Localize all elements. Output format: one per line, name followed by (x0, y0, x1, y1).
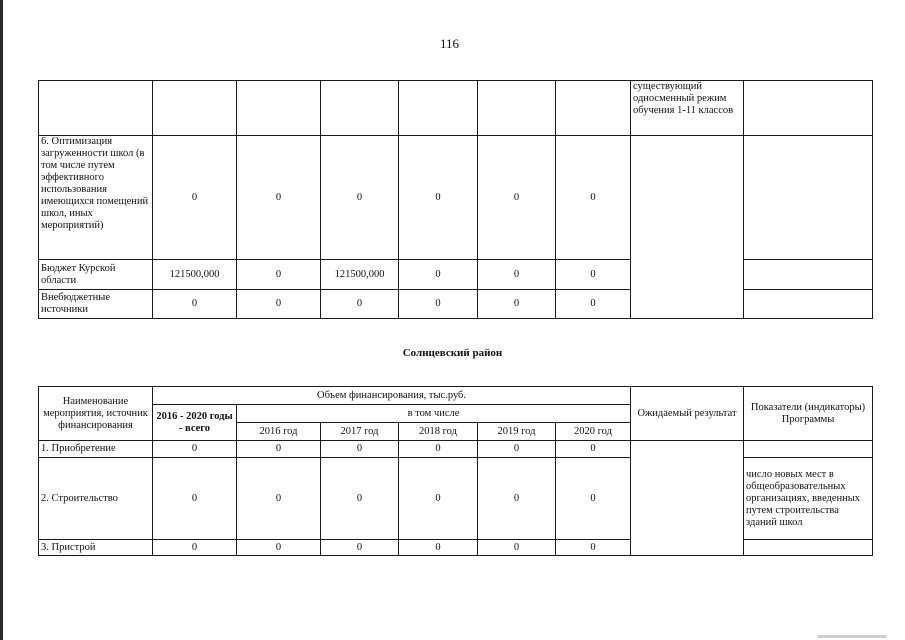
header-result: Ожидаемый результат (631, 387, 744, 441)
table-row (39, 441, 873, 458)
value-cell: 0 (321, 290, 399, 319)
table-cell (399, 81, 478, 136)
value-cell: 0 (399, 540, 478, 556)
value-cell: 0 (478, 458, 556, 540)
header-year: 2019 год (478, 423, 556, 441)
table-row (39, 458, 873, 540)
expected-result-cell: существующий односменный режим обучения 1-11 классов (631, 81, 744, 136)
table-row (39, 290, 873, 319)
table-continuation (38, 80, 873, 319)
header-indicators: Показатели (индикаторы) Программы (744, 387, 873, 441)
scan-artifact (817, 635, 887, 638)
table-cell (744, 81, 873, 136)
value-cell: 0 (237, 441, 321, 458)
table-cell (744, 260, 873, 290)
value-cell: 0 (153, 136, 237, 260)
table-cell (744, 136, 873, 260)
header-year: 2017 год (321, 423, 399, 441)
value-cell: 0 (321, 136, 399, 260)
value-cell: 0 (399, 136, 478, 260)
value-cell: 0 (237, 458, 321, 540)
table-cell (744, 540, 873, 556)
header-year: 2020 год (556, 423, 631, 441)
value-cell: 0 (321, 458, 399, 540)
table-cell (744, 441, 873, 458)
table-cell (478, 81, 556, 136)
value-cell: 0 (399, 260, 478, 290)
value-cell: 0 (321, 540, 399, 556)
value-cell: 0 (556, 136, 631, 260)
value-cell: 121500,000 (153, 260, 237, 290)
value-cell: 0 (237, 136, 321, 260)
value-cell: 0 (237, 290, 321, 319)
table-row (39, 136, 873, 260)
table-cell (321, 81, 399, 136)
scan-edge (0, 0, 3, 640)
header-name: Наименование мероприятия, источник финансирования (39, 387, 153, 441)
value-cell: 0 (237, 540, 321, 556)
value-cell: 0 (556, 540, 631, 556)
header-including: в том числе (237, 405, 631, 423)
table-row (39, 81, 873, 136)
value-cell: 0 (153, 458, 237, 540)
header-total: 2016 - 2020 годы - всего (153, 405, 237, 441)
row-name: Бюджет Курской области (39, 260, 153, 290)
row-name: 6. Оптимизация загруженности школ (в том числе путем эффективного использования имеющихся помещений школ, иных мероприятий) (39, 136, 153, 260)
value-cell: 0 (321, 441, 399, 458)
header-year: 2016 год (237, 423, 321, 441)
value-cell: 0 (478, 260, 556, 290)
header-year: 2018 год (399, 423, 478, 441)
table-row (39, 260, 873, 290)
value-cell: 0 (399, 290, 478, 319)
row-name: 3. Пристрой (39, 540, 153, 556)
table-row (39, 540, 873, 556)
page-number: 116 (440, 36, 460, 51)
value-cell: 0 (399, 458, 478, 540)
section-title: Солнцевский район (402, 347, 503, 359)
row-name: 1. Приобретение (39, 441, 153, 458)
value-cell: 0 (478, 136, 556, 260)
value-cell: 0 (478, 540, 556, 556)
indicator-cell: число новых мест в общеобразовательных организациях, введенных путем строительства зданий школ (744, 458, 873, 540)
table-financing (38, 386, 873, 556)
table-cell (556, 81, 631, 136)
header-row (39, 387, 873, 405)
value-cell: 0 (556, 458, 631, 540)
value-cell: 0 (556, 290, 631, 319)
table-cell (631, 441, 744, 556)
value-cell: 0 (153, 441, 237, 458)
table-cell (237, 81, 321, 136)
header-funding: Объем финансирования, тыс.руб. (153, 387, 631, 405)
value-cell: 0 (556, 260, 631, 290)
table-cell (744, 290, 873, 319)
value-cell: 0 (399, 441, 478, 458)
row-name: Внебюджетные источники (39, 290, 153, 319)
value-cell: 121500,000 (321, 260, 399, 290)
value-cell: 0 (153, 290, 237, 319)
value-cell: 0 (478, 441, 556, 458)
value-cell: 0 (478, 290, 556, 319)
value-cell: 0 (556, 441, 631, 458)
table-cell (39, 81, 153, 136)
table-cell (631, 136, 744, 319)
value-cell: 0 (237, 260, 321, 290)
value-cell: 0 (153, 540, 237, 556)
row-name: 2. Строительство (39, 458, 153, 540)
table-cell (153, 81, 237, 136)
